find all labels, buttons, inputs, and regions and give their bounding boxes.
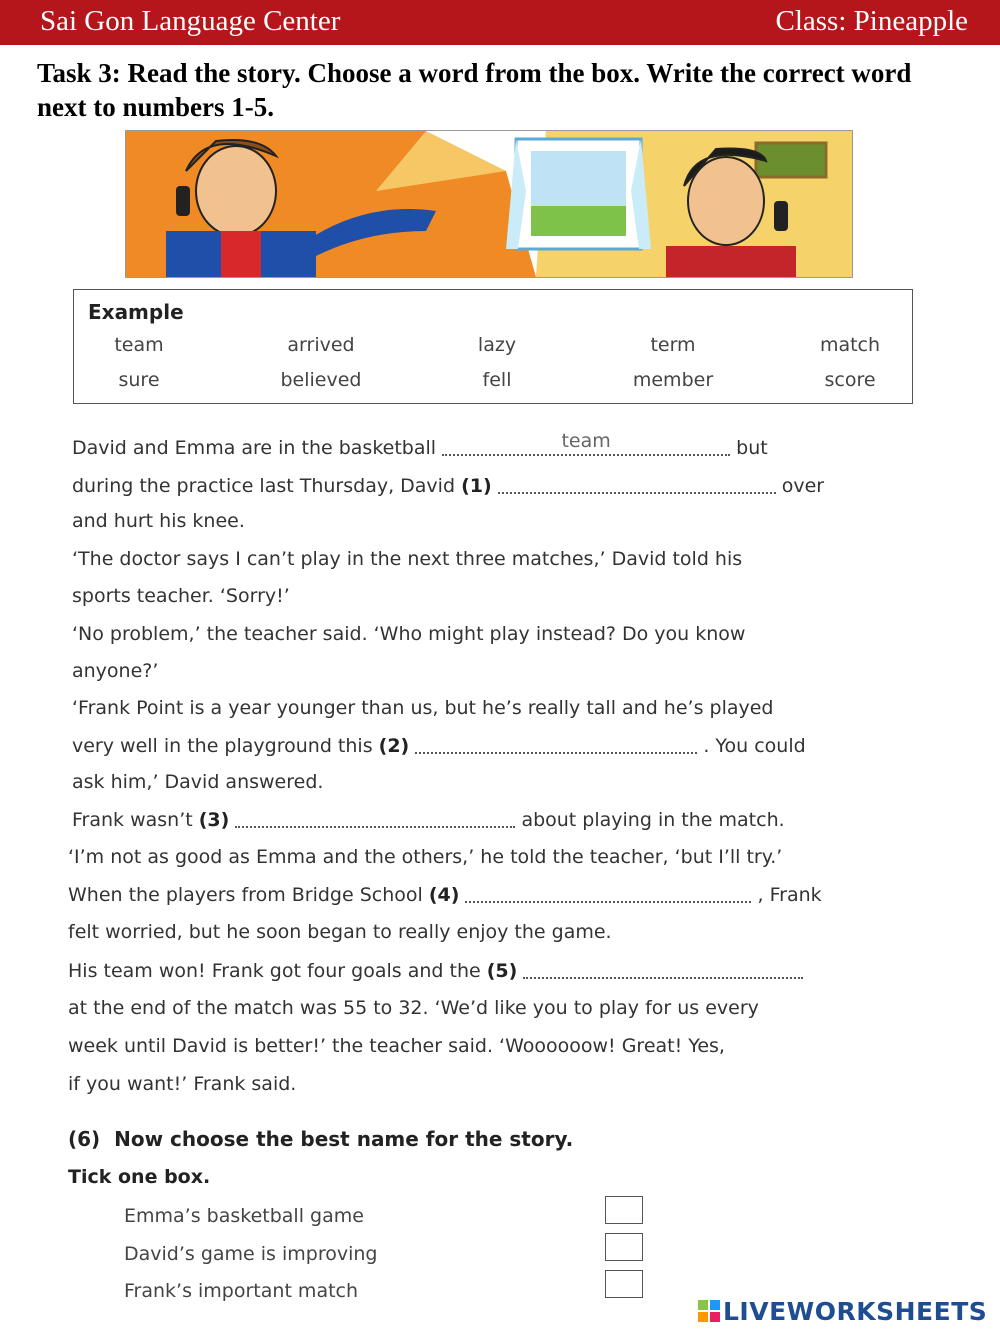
option-label-3: Frank’s important match (124, 1280, 359, 1302)
word-sure: sure (118, 369, 160, 391)
story-line-4: ‘The doctor says I can’t play in the next three matches,’ David told his (72, 548, 743, 570)
word-fell: fell (482, 369, 512, 391)
answer-input-5[interactable] (523, 952, 803, 976)
story-text: His team won! Frank got four goals and the (68, 960, 481, 982)
class-name: Class: Pineapple (775, 5, 968, 37)
word-member: member (632, 369, 714, 391)
story-text: Frank wasn’t (72, 809, 193, 831)
option-label-2: David’s game is improving (124, 1243, 378, 1265)
liveworksheets-logo (698, 1297, 987, 1327)
question-number-5: (5) (486, 960, 518, 982)
story-line-16: at the end of the match was 55 to 32. ‘We’d like you to play for us every (68, 997, 759, 1019)
story-line-2 (72, 474, 824, 497)
story-text: . You could (703, 735, 806, 757)
story-text: but (736, 437, 768, 459)
example-answer: team (561, 430, 611, 452)
example-blank (442, 430, 730, 456)
story-line-11 (72, 808, 785, 831)
word-box (73, 289, 913, 404)
answer-input-4[interactable] (465, 876, 751, 900)
option-label-1: Emma’s basketball game (124, 1205, 364, 1227)
option-checkbox-3[interactable] (605, 1270, 643, 1298)
answer-input-3[interactable] (235, 801, 515, 825)
story-text: during the practice last Thursday, David (72, 475, 456, 497)
question-6-number: (6) (68, 1127, 101, 1151)
question-6-prompt: Now choose the best name for the story. (114, 1127, 574, 1151)
word-match: match (819, 334, 881, 356)
logo-icon (698, 1299, 720, 1328)
story-line-6: ‘No problem,’ the teacher said. ‘Who might play instead? Do you know (72, 623, 746, 645)
story-line-15 (68, 959, 803, 982)
question-number-4: (4) (428, 884, 460, 906)
answer-blank-4 (465, 883, 751, 903)
word-arrived: arrived (287, 334, 355, 356)
story-text: David and Emma are in the basketball (72, 437, 437, 459)
header-bar (0, 0, 1000, 45)
story-line-10: ask him,’ David answered. (72, 771, 324, 793)
logo-text: LIVEWORKSHEETS (723, 1297, 988, 1326)
story-line-7: anyone?’ (72, 660, 159, 682)
word-team: team (114, 334, 164, 356)
story-line-13 (68, 883, 822, 906)
school-name: Sai Gon Language Center (40, 5, 341, 37)
answer-blank-3 (235, 808, 515, 828)
question-number-1: (1) (461, 475, 492, 497)
option-checkbox-2[interactable] (605, 1233, 643, 1261)
story-line-3: and hurt his knee. (72, 510, 245, 532)
story-line-8: ‘Frank Point is a year younger than us, but he’s really tall and he’s played (72, 697, 774, 719)
story-text: very well in the playground this (72, 735, 373, 757)
question-6 (68, 1127, 573, 1151)
word-score: score (824, 369, 876, 391)
answer-input-1[interactable] (498, 467, 776, 491)
story-line-12: ‘I’m not as good as Emma and the others,’ he told the teacher, ‘but I’ll try.’ (68, 846, 783, 868)
story-line-5: sports teacher. ‘Sorry!’ (72, 585, 290, 607)
answer-blank-5 (523, 959, 803, 979)
option-checkbox-1[interactable] (605, 1196, 643, 1224)
task-instruction: Task 3: Read the story. Choose a word from the box. Write the correct word next to numbers 1-5. (37, 58, 912, 122)
word-lazy: lazy (477, 334, 517, 356)
question-number-2: (2) (378, 735, 410, 757)
answer-input-2[interactable] (415, 727, 697, 751)
word-believed: believed (280, 369, 362, 391)
story-text: When the players from Bridge School (68, 884, 423, 906)
example-label: Example (88, 300, 184, 324)
answer-blank-1 (498, 474, 776, 494)
story-line-18: if you want!’ Frank said. (68, 1073, 297, 1095)
answer-blank-2 (415, 734, 697, 754)
story-line-17: week until David is better!’ the teacher said. ‘Woooooow! Great! Yes, (68, 1035, 725, 1057)
story-line-14: felt worried, but he soon began to really enjoy the game. (68, 921, 612, 943)
story-text: over (781, 475, 825, 497)
tick-instruction: Tick one box. (68, 1166, 211, 1188)
story-text: , Frank (757, 884, 822, 906)
word-term: term (650, 334, 696, 356)
story-line-1 (72, 430, 768, 459)
story-line-9 (72, 734, 806, 757)
story-illustration (125, 130, 853, 278)
story-text: about playing in the match. (521, 809, 785, 831)
question-number-3: (3) (198, 809, 230, 831)
